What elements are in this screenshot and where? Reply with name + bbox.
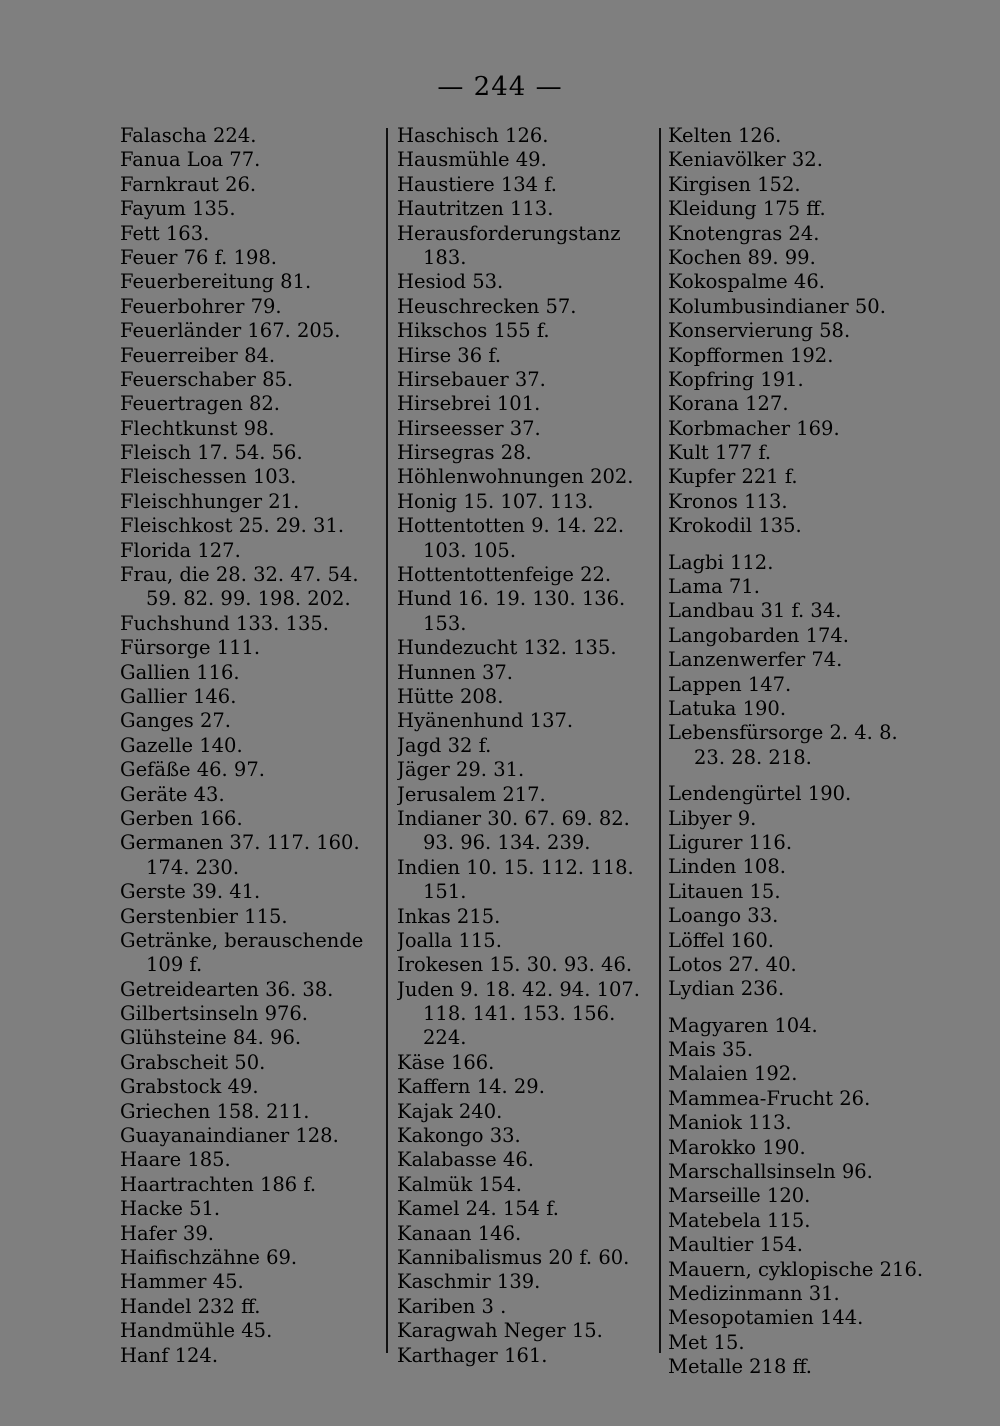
index-entry: Fürsorge 111.	[120, 636, 261, 660]
index-entry: Lama 71.	[668, 575, 760, 599]
index-entry: Hottentottenfeige 22.	[397, 563, 612, 587]
index-entry: Lendengürtel 190.	[668, 782, 852, 806]
index-entry: Feuerländer 167. 205.	[120, 319, 341, 343]
index-entry: Fanua Loa 77.	[120, 148, 261, 172]
index-entry: Hirse 36 f.	[397, 343, 502, 367]
index-entry: Honig 15. 107. 113.	[397, 489, 594, 513]
index-entry: Fleischkost 25. 29. 31.	[120, 514, 345, 538]
index-entry: Grabstock 49.	[120, 1075, 259, 1099]
index-entry: Maniok 113.	[668, 1111, 792, 1135]
index-entry: Kronos 113.	[668, 489, 788, 513]
index-entry: Libyer 9.	[668, 806, 757, 830]
index-entry: Guayanaindianer 128.	[120, 1124, 339, 1148]
index-entry: Hütte 208.	[397, 684, 504, 708]
index-entry: 93. 96. 134. 239.	[423, 831, 591, 855]
index-entry: Fuchshund 133. 135.	[120, 611, 329, 635]
column-divider-2	[659, 128, 661, 1353]
index-entry: 59. 82. 99. 198. 202.	[146, 587, 351, 611]
index-entry: Kopfformen 192.	[668, 343, 834, 367]
index-entry: Kamel 24. 154 f.	[397, 1197, 560, 1221]
index-entry: Marschallsinseln 96.	[668, 1160, 873, 1184]
index-entry: Krokodil 135.	[668, 514, 802, 538]
index-entry: 109 f.	[146, 953, 203, 977]
index-entry: Lydian 236.	[668, 977, 785, 1001]
index-entry: Gilbertsinseln 976.	[120, 1002, 308, 1026]
index-entry: Jerusalem 217.	[397, 782, 546, 806]
index-entry: Jagd 32 f.	[397, 733, 492, 757]
index-entry: Haustiere 134 f.	[397, 172, 558, 196]
index-entry: Kopfring 191.	[668, 367, 804, 391]
index-entry: Inkas 215.	[397, 904, 501, 928]
index-entry: Latuka 190.	[668, 696, 787, 720]
index-entry: Gerste 39. 41.	[120, 880, 261, 904]
index-entry: 174. 230.	[146, 855, 240, 879]
index-entry: Haifischzähne 69.	[120, 1245, 298, 1269]
section-gap	[668, 1002, 948, 1014]
index-entry: Hacke 51.	[120, 1197, 221, 1221]
index-entry: Haare 185.	[120, 1148, 231, 1172]
index-entry: Haartrachten 186 f.	[120, 1172, 317, 1196]
index-entry: Hirsebrei 101.	[397, 392, 541, 416]
index-entry: Gallien 116.	[120, 660, 240, 684]
index-entry: Haschisch 126.	[397, 124, 549, 147]
column-divider-1	[386, 128, 388, 1353]
index-entry: Hanf 124.	[120, 1343, 219, 1367]
index-entry: Kakongo 33.	[397, 1124, 521, 1148]
index-entry: Indianer 30. 67. 69. 82.	[397, 806, 630, 830]
index-entry: Kanaan 146.	[397, 1221, 522, 1245]
index-entry: Käse 166.	[397, 1050, 495, 1074]
index-entry: Kariben 3 .	[397, 1294, 507, 1318]
index-entry: Hirsebauer 37.	[397, 367, 546, 391]
index-entry: Hesiod 53.	[397, 270, 504, 294]
index-entry: Mauern, cyklopische 216.	[668, 1257, 924, 1281]
section-gap	[668, 770, 948, 782]
index-entry: Kleidung 175 ff.	[668, 197, 826, 221]
index-entry: Geräte 43.	[120, 782, 225, 806]
index-entry: Getreidearten 36. 38.	[120, 977, 334, 1001]
index-entry: Kult 177 f.	[668, 441, 772, 465]
index-entry: Indien 10. 15. 112. 118.	[397, 855, 634, 879]
index-entry: Heuschrecken 57.	[397, 294, 577, 318]
section-gap	[668, 539, 948, 551]
index-entry: Florida 127.	[120, 538, 241, 562]
index-entry: 23. 28. 218.	[694, 745, 812, 769]
index-entry: Hirsegras 28.	[397, 441, 532, 465]
index-entry: Fleischessen 103.	[120, 465, 297, 489]
index-entry: Marseille 120.	[668, 1184, 811, 1208]
index-entry: 224.	[423, 1026, 467, 1050]
index-entry: Hunnen 37.	[397, 660, 513, 684]
index-entry: Falascha 224.	[120, 124, 257, 147]
index-entry: Kaffern 14. 29.	[397, 1075, 545, 1099]
index-entry: 118. 141. 153. 156.	[423, 1002, 616, 1026]
index-entry: Korana 127.	[668, 392, 789, 416]
index-column-2	[397, 124, 655, 1368]
index-entry: Glühsteine 84. 96.	[120, 1026, 302, 1050]
index-entry: Kokospalme 46.	[668, 270, 825, 294]
index-entry: Kajak 240.	[397, 1099, 503, 1123]
index-entry: Handmühle 45.	[120, 1319, 273, 1343]
index-entry: Landbau 31 f. 34.	[668, 599, 842, 623]
index-entry: Met 15.	[668, 1330, 745, 1354]
index-entry: Karagwah Neger 15.	[397, 1319, 603, 1343]
index-entry: Matebela 115.	[668, 1208, 811, 1232]
index-entry: Litauen 15.	[668, 879, 781, 903]
index-entry: Mammea-Frucht 26.	[668, 1086, 871, 1110]
index-entry: Kalmük 154.	[397, 1172, 522, 1196]
index-entry: Kannibalismus 20 f. 60.	[397, 1245, 630, 1269]
index-entry: Hyänenhund 137.	[397, 709, 574, 733]
index-entry: Feuerbohrer 79.	[120, 294, 282, 318]
index-entry: Feuerschaber 85.	[120, 367, 294, 391]
index-entry: Lanzenwerfer 74.	[668, 648, 843, 672]
index-entry: Ligurer 116.	[668, 830, 793, 854]
index-entry: Juden 9. 18. 42. 94. 107.	[397, 977, 641, 1001]
index-entry: Linden 108.	[668, 855, 786, 879]
index-entry: 183.	[423, 245, 467, 269]
index-entry: Mais 35.	[668, 1038, 754, 1062]
index-entry: Kalabasse 46.	[397, 1148, 534, 1172]
index-entry: Hammer 45.	[120, 1270, 244, 1294]
index-entry: Marokko 190.	[668, 1135, 806, 1159]
page-number: — 244 —	[437, 72, 563, 102]
index-entry: Hafer 39.	[120, 1221, 214, 1245]
index-entry: Gerstenbier 115.	[120, 904, 288, 928]
index-entry: Herausforderungstanz	[397, 221, 621, 245]
index-entry: Kupfer 221 f.	[668, 465, 798, 489]
index-entry: Fayum 135.	[120, 197, 236, 221]
index-entry: Metalle 218 ff.	[668, 1355, 812, 1379]
index-column-1	[120, 124, 382, 1368]
index-entry: 151.	[423, 880, 467, 904]
index-entry: Konservierung 58.	[668, 319, 851, 343]
index-entry: Fleisch 17. 54. 56.	[120, 441, 303, 465]
index-entry: Irokesen 15. 30. 93. 46.	[397, 953, 633, 977]
index-entry: Ganges 27.	[120, 709, 232, 733]
index-entry: Knotengras 24.	[668, 221, 820, 245]
index-entry: Kochen 89. 99.	[668, 245, 816, 269]
index-entry: Malaien 192.	[668, 1062, 798, 1086]
index-entry: Gerben 166.	[120, 806, 243, 830]
index-entry: Korbmacher 169.	[668, 416, 840, 440]
index-entry: Handel 232 ff.	[120, 1294, 261, 1318]
index-entry: Maultier 154.	[668, 1233, 803, 1257]
index-entry: Löffel 160.	[668, 928, 774, 952]
index-entry: Jäger 29. 31.	[397, 758, 525, 782]
index-entry: Kelten 126.	[668, 124, 782, 147]
index-entry: Kolumbusindianer 50.	[668, 294, 886, 318]
index-entry: Fleischhunger 21.	[120, 489, 300, 513]
index-entry: Lebensfürsorge 2. 4. 8.	[668, 721, 898, 745]
index-entry: Lotos 27. 40.	[668, 952, 797, 976]
index-entry: Fett 163.	[120, 221, 210, 245]
index-entry: Mesopotamien 144.	[668, 1306, 864, 1330]
index-entry: Keniavölker 32.	[668, 148, 823, 172]
index-entry: Lagbi 112.	[668, 550, 774, 574]
index-entry: Hirseesser 37.	[397, 416, 541, 440]
index-entry: Gefäße 46. 97.	[120, 758, 265, 782]
index-entry: Gazelle 140.	[120, 733, 243, 757]
index-column-3	[668, 124, 948, 1380]
index-entry: Griechen 158. 211.	[120, 1099, 310, 1123]
index-entry: Hund 16. 19. 130. 136.	[397, 587, 626, 611]
index-entry: Kaschmir 139.	[397, 1270, 541, 1294]
index-entry: Grabscheit 50.	[120, 1050, 266, 1074]
index-entry: 103. 105.	[423, 538, 517, 562]
index-entry: Feuer 76 f. 198.	[120, 245, 277, 269]
index-entry: Hausmühle 49.	[397, 148, 547, 172]
index-entry: Medizinmann 31.	[668, 1281, 840, 1305]
index-entry: Joalla 115.	[397, 928, 502, 952]
index-entry: 153.	[423, 611, 467, 635]
index-entry: Getränke, berauschende	[120, 928, 364, 952]
index-entry: Langobarden 174.	[668, 623, 849, 647]
index-entry: Feuertragen 82.	[120, 392, 280, 416]
index-entry: Kirgisen 152.	[668, 172, 801, 196]
index-entry: Feuerbereitung 81.	[120, 270, 312, 294]
index-entry: Hundezucht 132. 135.	[397, 636, 617, 660]
index-entry: Magyaren 104.	[668, 1013, 818, 1037]
index-entry: Farnkraut 26.	[120, 172, 257, 196]
index-entry: Gallier 146.	[120, 684, 237, 708]
index-entry: Hikschos 155 f.	[397, 319, 550, 343]
index-entry: Höhlenwohnungen 202.	[397, 465, 634, 489]
index-entry: Flechtkunst 98.	[120, 416, 275, 440]
index-entry: Karthager 161.	[397, 1343, 548, 1367]
index-entry: Germanen 37. 117. 160.	[120, 831, 360, 855]
index-entry: Frau, die 28. 32. 47. 54.	[120, 563, 359, 587]
index-entry: Hautritzen 113.	[397, 197, 554, 221]
index-entry: Lappen 147.	[668, 672, 792, 696]
index-entry: Loango 33.	[668, 904, 779, 928]
index-entry: Hottentotten 9. 14. 22.	[397, 514, 625, 538]
index-entry: Feuerreiber 84.	[120, 343, 276, 367]
